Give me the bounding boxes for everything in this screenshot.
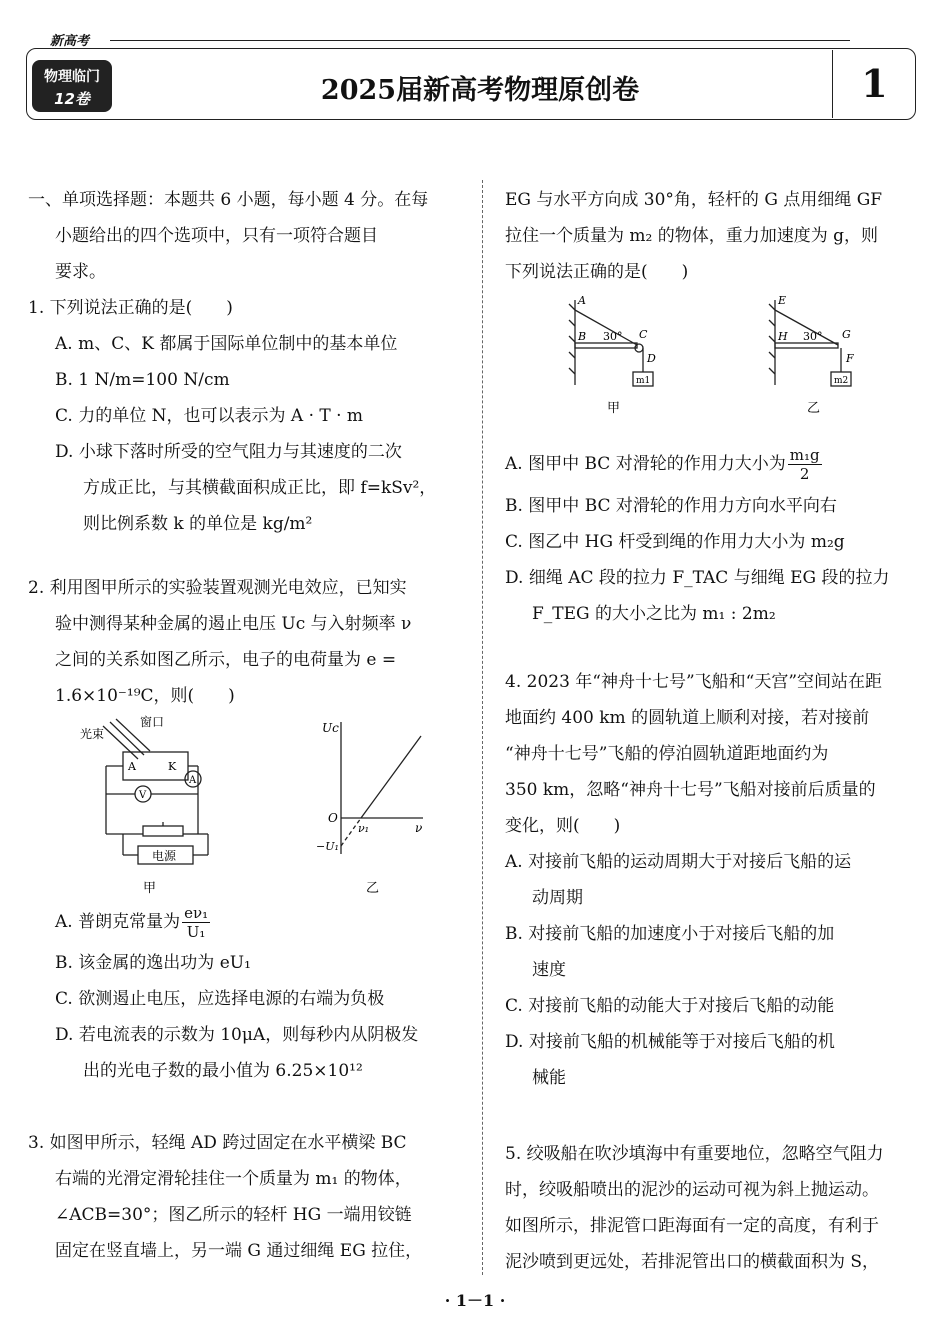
q3-stem-6: 拉住一个质量为 m₂ 的物体，重力加速度为 g，则 bbox=[505, 226, 879, 246]
column-divider bbox=[482, 180, 483, 1275]
q2-option-a-prefix: A. 普朗克常量为 bbox=[55, 912, 181, 932]
logo-top-text: 新高考 bbox=[50, 34, 90, 49]
rheostat bbox=[143, 826, 183, 836]
q2-stem-3: 之间的关系如图乙所示，电子的电荷量为 e = bbox=[55, 650, 397, 670]
label-c: C bbox=[639, 328, 648, 341]
q4-option-b: B. 对接前飞船的加速度小于对接后飞船的加 bbox=[505, 924, 835, 944]
mass-m1-label: m1 bbox=[636, 376, 651, 386]
q4-stem-3: “神舟十七号”飞船的停泊圆轨道距地面约为 bbox=[505, 744, 829, 764]
q1-option-a: A. m、C、K 都属于国际单位制中的基本单位 bbox=[55, 334, 398, 354]
q3-figure-svg bbox=[505, 290, 920, 440]
label-e: E bbox=[778, 294, 787, 307]
wall2-hatch-2 bbox=[769, 320, 775, 326]
light-beam-1 bbox=[103, 726, 138, 759]
figure-jia-label-q3: 甲 bbox=[607, 401, 621, 416]
q4-option-d: D. 对接前飞船的机械能等于对接后飞船的机 bbox=[505, 1032, 835, 1052]
angle-acb: 30° bbox=[603, 330, 623, 343]
q2-option-b: B. 该金属的逸出功为 eU₁ bbox=[55, 953, 251, 973]
q2-option-a-denominator: U₁ bbox=[186, 923, 206, 941]
q3-stem-2: 右端的光滑定滑轮挂住一个质量为 m₁ 的物体， bbox=[55, 1169, 412, 1189]
q4-stem-1: 4. 2023 年“神舟十七号”飞船和“天宫”空间站在距 bbox=[505, 672, 883, 692]
graph-line bbox=[361, 736, 421, 818]
light-beam-2 bbox=[110, 722, 144, 755]
logo-line-1: 物理临门 bbox=[44, 69, 100, 85]
q3-option-a bbox=[505, 440, 920, 488]
q4-stem-4: 350 km，忽略“神舟十七号”飞船对接前后质量的 bbox=[505, 780, 876, 800]
q3-figure bbox=[505, 290, 920, 440]
anode-label: A bbox=[128, 760, 136, 773]
left-column bbox=[28, 182, 463, 1269]
label-a: A bbox=[578, 294, 586, 307]
wall-hatch-1 bbox=[569, 304, 575, 310]
q2-option-d-cont: 出的光电子数的最小值为 6.25×10¹² bbox=[83, 1061, 363, 1081]
q5-stem-3: 如图所示，排泥管口距海面有一定的高度，有利于 bbox=[505, 1216, 879, 1236]
graph-x-label: ν bbox=[415, 821, 423, 835]
q2-stem-1: 2. 利用图甲所示的实验装置观测光电效应，已知实 bbox=[28, 578, 407, 598]
angle-eg: 30° bbox=[803, 330, 823, 343]
q5-stem-4: 泥沙喷到更远处，若排泥管出口的横截面积为 S， bbox=[505, 1252, 880, 1272]
q4-option-b-cont: 速度 bbox=[532, 960, 566, 980]
q5-stem-1: 5. 绞吸船在吹沙填海中有重要地位，忽略空气阻力 bbox=[505, 1144, 884, 1164]
figure-yi-label: 乙 bbox=[366, 881, 380, 896]
q4-stem-2: 地面约 400 km 的圆轨道上顺利对接，若对接前 bbox=[505, 708, 870, 728]
q3-stem-1: 3. 如图甲所示，轻绳 AD 跨过固定在水平横梁 BC bbox=[28, 1133, 407, 1153]
section-heading-3: 要求。 bbox=[55, 262, 106, 282]
q3-option-a-numerator: m₁g bbox=[789, 446, 820, 464]
figure-jia-label: 甲 bbox=[143, 881, 157, 896]
graph-y-label: Uc bbox=[322, 721, 339, 735]
label-d: D bbox=[647, 352, 656, 365]
q3-stem-4: 固定在竖直墙上，另一端 G 通过细绳 EG 拉住， bbox=[55, 1241, 423, 1261]
q2-option-a-fraction bbox=[182, 904, 210, 941]
q1-option-d-cont2: 则比例系数 k 的单位是 kg/m² bbox=[83, 514, 313, 534]
q2-option-a bbox=[28, 899, 463, 945]
header-rule bbox=[110, 40, 850, 41]
figure-yi-label-q3: 乙 bbox=[807, 401, 821, 416]
wall-hatch-3 bbox=[569, 336, 575, 342]
q3-stem-5: EG 与水平方向成 30°角，轻杆的 G 点用细绳 GF bbox=[505, 190, 883, 210]
wall2-hatch-3 bbox=[769, 336, 775, 342]
q2-figure bbox=[28, 714, 463, 899]
wall2-hatch-1 bbox=[769, 304, 775, 310]
q1-option-b: B. 1 N/m=100 N/cm bbox=[55, 370, 230, 390]
q1-stem: 1. 下列说法正确的是( ) bbox=[28, 298, 233, 318]
wall2-hatch-4 bbox=[769, 352, 775, 358]
cathode-label: K bbox=[168, 760, 177, 773]
mass-m2-label: m2 bbox=[834, 376, 849, 386]
q3-option-a-prefix: A. 图甲中 BC 对滑轮的作用力大小为 bbox=[505, 454, 786, 474]
q2-option-d: D. 若电流表的示数为 10μA，则每秒内从阴极发 bbox=[55, 1025, 419, 1045]
q4-option-c: C. 对接前飞船的动能大于对接后飞船的动能 bbox=[505, 996, 835, 1016]
q2-stem-2: 验中测得某种金属的遏止电压 Uc 与入射频率 ν bbox=[55, 614, 412, 634]
window-label: 窗口 bbox=[140, 715, 165, 729]
q3-option-c: C. 图乙中 HG 杆受到绳的作用力大小为 m₂g bbox=[505, 532, 845, 552]
label-h: H bbox=[778, 330, 788, 343]
graph-neg-u1-label: −U₁ bbox=[316, 840, 339, 853]
q5-stem-2: 时，绞吸船喷出的泥沙的运动可视为斜上抛运动。 bbox=[505, 1180, 879, 1200]
label-f: F bbox=[846, 352, 854, 365]
graph-origin-label: O bbox=[328, 811, 338, 825]
wall-hatch-4 bbox=[569, 352, 575, 358]
label-g: G bbox=[842, 328, 851, 341]
page-number: · 1－1 · bbox=[444, 1291, 506, 1310]
beam-label: 光束 bbox=[80, 727, 105, 741]
q2-figure-svg bbox=[28, 714, 463, 899]
section-heading: 一、单项选择题：本题共 6 小题，每小题 4 分。在每 bbox=[28, 190, 429, 210]
q4-option-a: A. 对接前飞船的运动周期大于对接后飞船的运 bbox=[505, 852, 852, 872]
label-b: B bbox=[578, 330, 587, 343]
series-logo bbox=[32, 60, 112, 112]
rod-hg bbox=[775, 343, 838, 348]
voltmeter-label: V bbox=[139, 790, 147, 801]
q3-stem-7: 下列说法正确的是( ) bbox=[505, 262, 689, 282]
q2-option-a-numerator: eν₁ bbox=[184, 904, 209, 922]
page-title: 2025届新高考物理原创卷 bbox=[320, 75, 640, 106]
beam-bc bbox=[575, 343, 637, 348]
logo-line-2: 12卷 bbox=[54, 90, 90, 108]
q1-option-d-cont: 方成正比，与其横截面积成正比，即 f=kSv²， bbox=[83, 478, 437, 498]
q3-option-d: D. 细绳 AC 段的拉力 F_TAC 与细绳 EG 段的拉力 bbox=[505, 568, 890, 588]
q4-option-d-cont: 械能 bbox=[532, 1068, 566, 1088]
ammeter-label: A bbox=[189, 775, 197, 786]
right-column bbox=[505, 182, 920, 1280]
q2-option-c: C. 欲测遏止电压，应选择电源的右端为负极 bbox=[55, 989, 385, 1009]
q4-stem-5: 变化，则( ) bbox=[505, 816, 621, 836]
power-supply-label: 电源 bbox=[152, 849, 177, 863]
q2-stem-4: 1.6×10⁻¹⁹C，则( ) bbox=[55, 686, 235, 706]
q3-option-a-denominator: 2 bbox=[799, 465, 810, 483]
q3-option-a-fraction bbox=[788, 446, 822, 483]
wall2-hatch-5 bbox=[769, 368, 775, 374]
q3-option-b: B. 图甲中 BC 对滑轮的作用力方向水平向右 bbox=[505, 496, 837, 516]
q1-option-c: C. 力的单位 N，也可以表示为 A · T · m bbox=[55, 406, 364, 426]
graph-nu1-label: ν₁ bbox=[358, 822, 370, 835]
paper-number: 1 bbox=[832, 50, 916, 118]
q3-stem-3: ∠ACB=30°；图乙所示的轻杆 HG 一端用铰链 bbox=[55, 1205, 412, 1225]
section-heading-2: 小题给出的四个选项中，只有一项符合题目 bbox=[55, 226, 378, 246]
wall-hatch-5 bbox=[569, 368, 575, 374]
q3-option-d-cont: F_TEG 的大小之比为 m₁ : 2m₂ bbox=[532, 604, 776, 624]
q4-option-a-cont: 动周期 bbox=[532, 888, 583, 908]
q1-option-d: D. 小球下落时所受的空气阻力与其速度的二次 bbox=[55, 442, 402, 462]
wall-hatch-2 bbox=[569, 320, 575, 326]
